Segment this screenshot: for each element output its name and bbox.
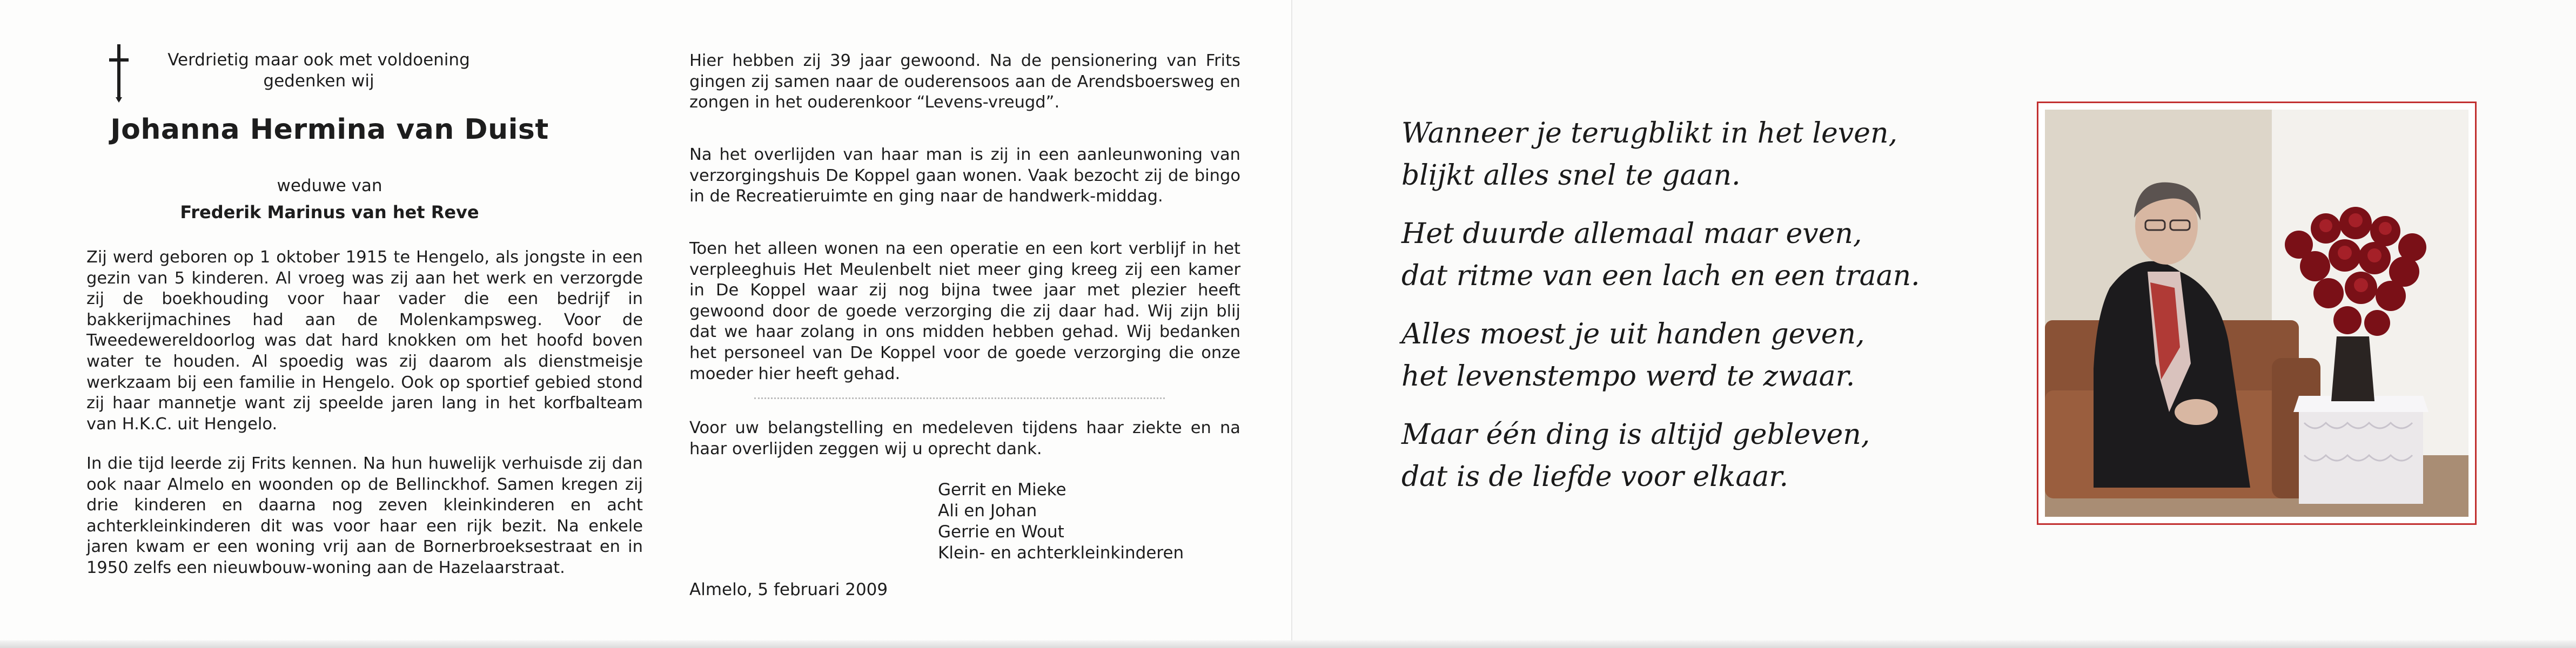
portrait-illustration <box>2045 110 2468 517</box>
biography-paragraph: In die tijd leerde zij Frits kennen. Na hun huwelijk verhuisde zij dan ook naar Almelo en woonden op de Bellinckhof. Samen kregen zij drie kinderen en daarna nog zeven kleinkinderen en acht achterkleinkinderen dit was voor haar een rijk bezit. Na enkele jaren kwam er een woning vrij aan de Bornerbroeksestraat en in 1950 zelfs een nieuwbouw-woning aan de Hazelaarstraat. <box>86 454 643 577</box>
poem-stanza <box>1401 112 1942 197</box>
poem-line: Het duurde allemaal maar even, <box>1401 218 1862 250</box>
signer: Klein- en achterkleinkinderen <box>938 543 1184 563</box>
poem-line: blijkt alles snel te gaan. <box>1401 159 1741 192</box>
poem <box>1401 112 1942 514</box>
place-date: Almelo, 5 februari 2009 <box>689 580 888 599</box>
thanks-paragraph: Voor uw belangstelling en medeleven tijdens haar ziekte en na haar overlijden zeggen wij u oprecht dank. <box>689 418 1240 458</box>
husband-name: Frederik Marinus van het Reve <box>180 202 479 222</box>
signer: Gerrit en Mieke <box>938 480 1066 500</box>
deceased-name: Johanna Hermina van Duist <box>110 113 549 146</box>
biography-paragraph: Zij werd geboren op 1 oktober 1915 te Hengelo, als jongste in een gezin van 5 kinderen. Al vroeg was zij aan het werk en verzorgde zij de boekhouding voor haar vader die een bedrijf in bakkerijmachines had aan de Molenkampsweg. Voor de Tweedewereldoorlog was dat hard knokken om het hoofd boven water te houden. Al spoedig was zij daarom als dienstmeisje werkzaam bij een familie in Hengelo. Ook op sportief gebied stond zij haar mannetje want zij speelde jaren lang in het korfbalteam van H.K.C. uit Hengelo. <box>86 248 643 434</box>
poem-line: Maar één ding is altijd gebleven, <box>1401 418 1870 451</box>
poem-line: dat ritme van een lach en een traan. <box>1401 260 1920 292</box>
card-bottom-edge <box>0 640 2576 648</box>
portrait-photo <box>2045 110 2468 517</box>
poem-stanza <box>1401 213 1942 297</box>
biography-paragraph: Toen het alleen wonen na een operatie en een kort verblijf in het verpleeghuis Het Meulenbelt niet meer ging kreeg zij een kamer in De Koppel waar zij nog bijna twee jaar met plezier heeft gewoond door de goede verzorging die zij daar had. Wij zijn blij dat we haar zolang in ons midden hebben gehad. Wij bedanken het personeel van De Koppel voor de goede verzorging die onze moeder hier heeft gehad. <box>689 239 1240 383</box>
biography-paragraph: Hier hebben zij 39 jaar gewoond. Na de pensionering van Frits gingen zij samen naar de ouderensoos aan de Arendsboersweg en zongen in het ouderenkoor “Levens-vreugd”. <box>689 51 1240 112</box>
widow-of-label: weduwe van <box>277 176 383 195</box>
cross-icon <box>103 43 135 103</box>
poem-line: Wanneer je terugblikt in het leven, <box>1401 117 1897 150</box>
signers-list <box>938 480 1184 564</box>
poem-stanza <box>1401 414 1942 498</box>
poem-line: het levenstempo werd te zwaar. <box>1401 360 1855 393</box>
portrait-frame <box>2037 102 2477 525</box>
poem-stanza <box>1401 313 1942 397</box>
intro-text: Verdrietig maar ook met voldoening gedenken wij <box>167 50 470 91</box>
poem-line: dat is de liefde voor elkaar. <box>1401 461 1788 493</box>
poem-line: Alles moest je uit handen geven, <box>1401 318 1865 350</box>
dotted-divider <box>754 397 1165 399</box>
biography-paragraph: Na het overlijden van haar man is zij in een aanleunwoning van verzorgingshuis De Koppel gaan wonen. Vaak bezocht zij de bingo in de Recreatieruimte en ging naar de handwerk-middag. <box>689 145 1240 206</box>
signer: Ali en Johan <box>938 501 1037 521</box>
signer: Gerrie en Wout <box>938 522 1064 542</box>
